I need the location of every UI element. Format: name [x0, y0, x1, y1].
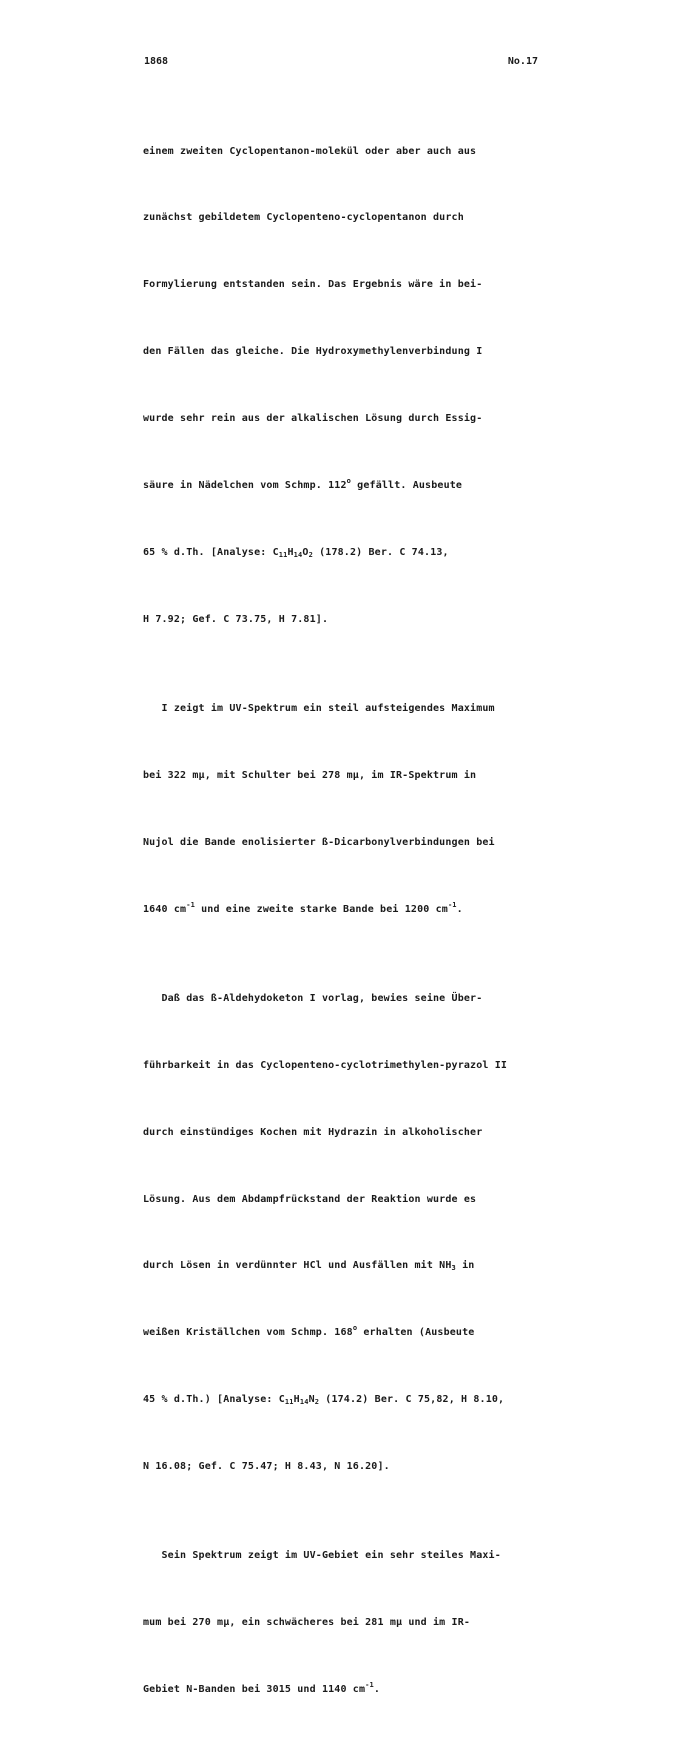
text-line: bei 322 mµ, mit Schulter bei 278 mµ, im IR-Spektrum in	[143, 769, 477, 781]
text-line: Formylierung entstanden sein. Das Ergebnis wäre in bei-	[143, 279, 483, 291]
text-line: I zeigt im UV-Spektrum ein steil aufsteigendes Maximum	[143, 703, 495, 715]
text-line: 65 % d.Th. [Analyse: $C_{11}H_{14}O_2$ (178.2) Ber. C 74.13,	[143, 546, 449, 559]
text-line: Nujol die Bande enolisierter ß-Dicarbonylverbindungen bei	[143, 836, 495, 848]
text-line: Daß das ß-Aldehydoketon I vorlag, bewies seine Über-	[143, 992, 483, 1004]
body-text	[143, 96, 543, 1746]
page-number: 1868	[144, 56, 169, 67]
issue-number: No.17	[507, 56, 538, 67]
text-line: wurde sehr rein aus der alkalischen Lösung durch Essig-	[143, 413, 483, 425]
text-line: Sein Spektrum zeigt im UV-Gebiet ein sehr steiles Maxi-	[143, 1550, 501, 1562]
text-line: N 16.08; Gef. C 75.47; H 8.43, N 16.20].	[143, 1461, 390, 1473]
text-line: H 7.92; Gef. C 73.75, H 7.81].	[143, 613, 329, 625]
text-line: 45 % d.Th.) [Analyse: $C_{11}H_{14}N_2$ (174.2) Ber. C 75,82, H 8.10,	[143, 1394, 505, 1407]
text-line: Lösung. Aus dem Abdampfrückstand der Reaktion wurde es	[143, 1193, 477, 1205]
text-line: Gebiet N-Banden bei 3015 und 1140 $cm^{-1}$.	[143, 1681, 381, 1696]
text-line: durch einstündiges Kochen mit Hydrazin in alkoholischer	[143, 1126, 483, 1138]
text-line: säure in Nädelchen vom Schmp. 112$^o$ gefällt. Ausbeute	[143, 477, 463, 492]
text-line: zunächst gebildetem Cyclopenteno-cyclopentanon durch	[143, 212, 464, 224]
text-line: einem zweiten Cyclopentanon-molekül oder aber auch aus	[143, 145, 477, 157]
text-line: weißen Kriställchen vom Schmp. 168$^o$ erhalten (Ausbeute	[143, 1324, 475, 1339]
text-line: durch Lösen in verdünnter HCl und Ausfällen mit $NH_3$ in	[143, 1260, 475, 1273]
text-line: führbarkeit in das Cyclopenteno-cyclotrimethylen-pyrazol II	[143, 1059, 508, 1071]
text-line: 1640 $cm^{-1}$ und eine zweite starke Bande bei 1200 $cm^{-1}$.	[143, 900, 463, 915]
text-line: den Fällen das gleiche. Die Hydroxymethylenverbindung I	[143, 346, 483, 358]
text-line: mum bei 270 mµ, ein schwächeres bei 281 mµ und im IR-	[143, 1617, 471, 1629]
